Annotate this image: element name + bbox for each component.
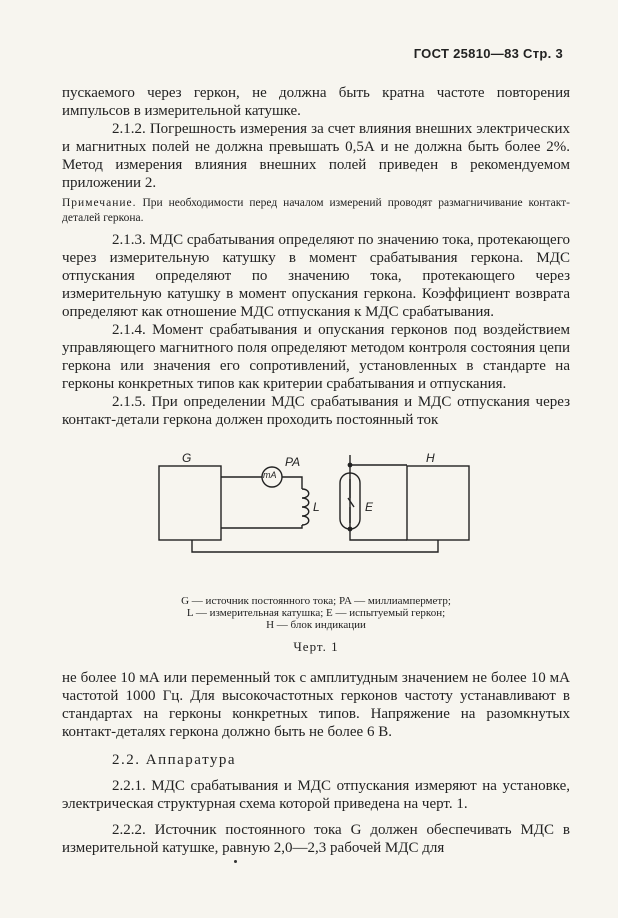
paragraph-2-1-3: 2.1.3. МДС срабатывания определяют по значению тока, протекающего через измерительную катушку в момент срабатывания геркона. МДС отпускания определяют по значению тока, протекающего через измерительную катушку в момент опускания геркона. Коэффициент возврата определяют как отношение МДС отпускания к МДС срабатывания. — [62, 232, 570, 320]
circuit-diagram-svg — [62, 445, 570, 591]
print-speck — [234, 860, 237, 863]
label-ma: mA — [263, 470, 277, 480]
label-pa: PA — [285, 455, 301, 469]
label-h: H — [426, 451, 435, 465]
label-e: E — [365, 500, 374, 514]
note-text: При необходимости перед началом измерений проводят размагничивание контакт-деталей геркона. — [62, 197, 570, 224]
section-2-2-heading: 2.2. Аппаратура — [112, 752, 237, 768]
paragraph-2-1-5: 2.1.5. При определении МДС срабатывания и МДС отпускания через контакт-детали геркона должен проходить постоянный ток — [62, 394, 570, 428]
caption-line-1: G — источник постоянного тока; PA — миллиамперметр; — [181, 595, 451, 607]
label-g: G — [182, 451, 192, 465]
document-body — [62, 84, 570, 857]
note — [62, 196, 570, 226]
paragraph-2-2-2: 2.2.2. Источник постоянного тока G должен обеспечивать МДС в измерительной катушке, равную 2,0—2,3 рабочей МДС для — [62, 822, 570, 856]
figure-caption — [62, 595, 570, 631]
label-l: L — [313, 500, 320, 514]
paragraph-2-1-4: 2.1.4. Момент срабатывания и опускания герконов под воздействием управляющего магнитного поля определяют методом контроля состояния цепи геркона или значения его сопротивлений, установленных в стандарте на герконы конкретных типов как критерии срабатывания и отпускания. — [62, 322, 570, 392]
coil-symbol — [302, 489, 309, 525]
figure-title: Черт. 1 — [293, 639, 339, 654]
source-block-g — [159, 466, 221, 540]
indicator-block-h — [407, 466, 469, 540]
caption-line-2: L — измерительная катушка; E — испытуемый геркон; — [186, 607, 446, 619]
circuit-diagram — [62, 445, 570, 591]
paragraph-2-1-5-continued: не более 10 мА или переменный ток с амплитудным значением не более 10 мА частотой 1000 Гц. Для высокочастотных герконов частоту устанавливают в стандартах на герконы конкретных типов. Напряжение на разомкнутых контакт-деталях геркона должно быть не более 6 В. — [62, 670, 570, 740]
paragraph-2-2-1: 2.2.1. МДС срабатывания и МДС отпускания измеряют на установке, электрическая структурная схема которой приведена на черт. 1. — [62, 778, 570, 812]
caption-line-3: H — блок индикации — [266, 619, 366, 631]
page-header: ГОСТ 25810—83 Стр. 3 — [413, 46, 563, 61]
paragraph-continuation: пускаемого через геркон, не должна быть кратна частоте повторения импульсов в измерительной катушке. — [62, 85, 570, 119]
paragraph-2-1-2: 2.1.2. Погрешность измерения за счет влияния внешних электрических и магнитных полей не должна превышать 0,5А и не должна быть более 2%. Метод измерения влияния внешних полей приведен в рекомендуемом приложении 2. — [62, 121, 570, 191]
note-label: Примечание. — [62, 197, 137, 209]
